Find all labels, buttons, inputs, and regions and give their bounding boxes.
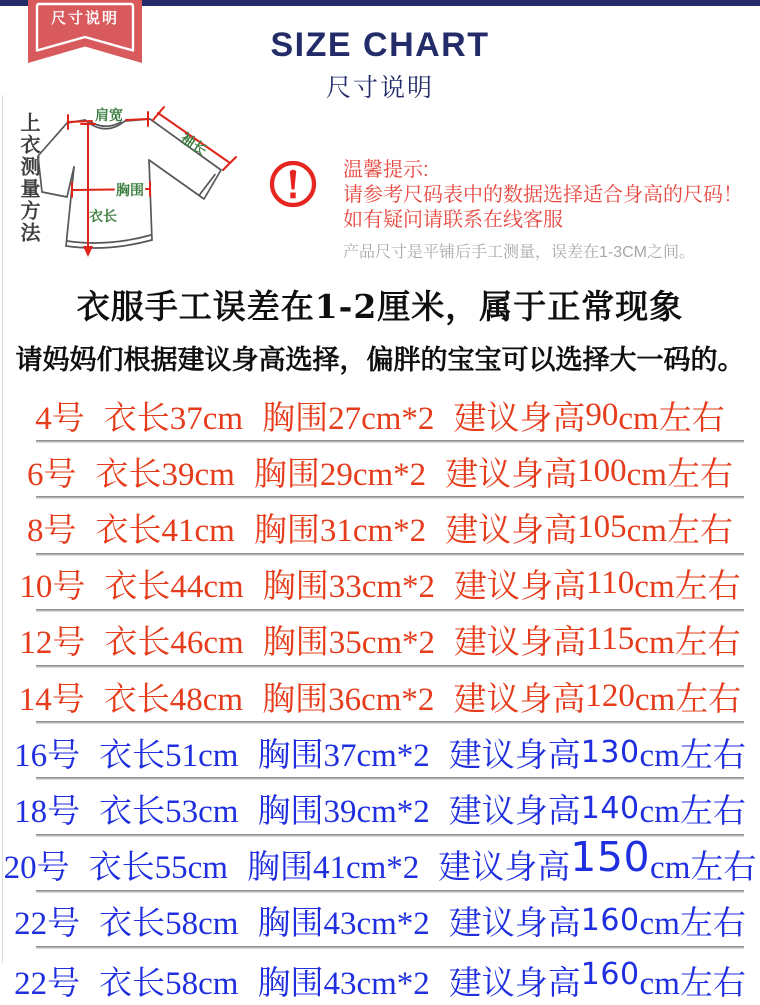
- height-unit: cm左右: [639, 965, 746, 1002]
- notice-title: 温馨提示:: [343, 159, 429, 181]
- height-unit: cm左右: [639, 906, 746, 943]
- table-row: [0, 387, 760, 443]
- advice-cell: 建议身高: [448, 737, 581, 774]
- advice-cell: 建议身高: [445, 456, 578, 493]
- height-value: 110: [586, 565, 635, 602]
- size-cell: 18号: [14, 793, 81, 830]
- table-row: [0, 499, 760, 555]
- size-cell: 8号: [27, 512, 77, 549]
- chest-cell: 胸围41cm*2: [246, 850, 420, 887]
- height-unit: cm左右: [634, 681, 742, 718]
- garment-length-label: 衣长: [89, 208, 117, 224]
- length-cell: 衣长55cm: [88, 850, 228, 887]
- table-row: [0, 443, 760, 499]
- advice-cell: 建议身高: [454, 625, 587, 662]
- ribbon-label: 尺寸说明: [50, 10, 119, 27]
- notice-line-1: 请参考尺码表中的数据选择适合身高的尺码！: [343, 184, 743, 206]
- table-row: [0, 893, 760, 949]
- advice-cell: 建议身高: [448, 965, 581, 1002]
- notice-line-2: 如有疑问请联系在线客服: [343, 209, 563, 231]
- length-cell: 衣长41cm: [95, 512, 235, 549]
- chest-cell: 胸围31cm*2: [253, 512, 427, 549]
- length-cell: 衣长39cm: [95, 456, 235, 493]
- table-row-partial: [0, 949, 760, 1005]
- height-value: 160: [580, 956, 640, 992]
- length-cell: 衣长44cm: [104, 569, 244, 606]
- height-unit: cm左右: [639, 737, 746, 774]
- length-cell: 衣长58cm: [99, 906, 239, 943]
- chest-cell: 胸围27cm*2: [262, 400, 435, 437]
- table-row: [0, 668, 760, 724]
- warm-notice-block: [266, 158, 752, 262]
- height-value: 100: [577, 452, 627, 489]
- arrowhead-icon: [83, 246, 93, 257]
- advice-cell: 建议身高: [453, 681, 586, 718]
- height-unit: cm左右: [650, 850, 757, 887]
- page-title: SIZE CHART: [270, 26, 490, 64]
- length-cell: 衣长48cm: [103, 681, 244, 718]
- headline-advice: 请妈妈们根据建议身高选择，偏胖的宝宝可以选择大一码的。: [15, 345, 745, 376]
- advice-cell: 建议身高: [448, 793, 581, 830]
- table-row: [0, 780, 760, 836]
- advice-cell: 建议身高: [453, 400, 586, 437]
- chest-cell: 胸围36cm*2: [262, 681, 435, 718]
- notice-note: 产品尺寸是平铺后手工测量，误差在1-3CM之间。: [343, 244, 696, 261]
- sleeve-length-label: 袖长: [177, 129, 211, 159]
- notice-text: [343, 158, 752, 262]
- height-unit: cm左右: [618, 400, 725, 437]
- height-value: 90: [585, 396, 619, 433]
- measure-method-label: 上衣测量方法: [17, 112, 39, 244]
- height-unit: cm左右: [634, 569, 741, 606]
- shirt-measurement-diagram: [8, 100, 264, 272]
- headline-error-range: 衣服手工误差在1-2厘米，属于正常现象: [76, 287, 684, 326]
- height-unit: cm左右: [626, 456, 733, 493]
- table-row: [0, 724, 760, 780]
- advice-cell: 建议身高: [445, 512, 578, 549]
- height-unit: cm左右: [634, 625, 741, 662]
- table-row: [0, 556, 760, 612]
- height-value: 140: [580, 790, 640, 826]
- chest-cell: 胸围37cm*2: [257, 737, 430, 774]
- chest-cell: 胸围43cm*2: [257, 906, 430, 943]
- length-cell: 衣长53cm: [99, 793, 239, 830]
- length-cell: 衣长46cm: [104, 625, 244, 662]
- height-unit: cm左右: [626, 512, 733, 549]
- chest-cell: 胸围33cm*2: [262, 569, 436, 606]
- size-cell: 14号: [18, 681, 85, 718]
- size-cell: 16号: [14, 737, 81, 774]
- advice-cell: 建议身高: [454, 569, 587, 606]
- chest-cell: 胸围35cm*2: [262, 625, 436, 662]
- height-value: 120: [585, 677, 635, 714]
- table-row: [0, 832, 760, 893]
- height-unit: cm左右: [639, 793, 746, 830]
- height-value: 150: [570, 832, 651, 881]
- chest-cell: 胸围43cm*2: [257, 965, 430, 1002]
- size-cell: 22号: [14, 906, 81, 943]
- height-value: 115: [586, 621, 635, 658]
- size-cell: 12号: [19, 625, 86, 662]
- size-cell: 6号: [27, 456, 77, 493]
- size-table: [0, 387, 760, 1002]
- height-value: 160: [580, 903, 640, 939]
- advice-cell: 建议身高: [438, 850, 571, 887]
- size-cell: 22号: [14, 965, 81, 1002]
- exclamation-circle-icon: [269, 160, 317, 208]
- chest-label: 胸围: [116, 182, 144, 198]
- chest-cell: 胸围39cm*2: [257, 793, 430, 830]
- height-value: 130: [580, 734, 640, 770]
- height-value: 105: [577, 508, 627, 545]
- table-row: [0, 612, 760, 668]
- length-cell: 衣长37cm: [103, 400, 244, 437]
- length-cell: 衣长51cm: [99, 737, 239, 774]
- size-cell: 10号: [19, 569, 86, 606]
- shoulder-width-label: 肩宽: [95, 107, 123, 123]
- size-cell: 20号: [3, 850, 70, 887]
- size-cell: 4号: [35, 400, 85, 437]
- advice-cell: 建议身高: [448, 906, 581, 943]
- page-subtitle: 尺寸说明: [325, 74, 434, 102]
- corner-ribbon: [27, 0, 143, 64]
- length-cell: 衣长58cm: [99, 965, 239, 1002]
- chest-cell: 胸围29cm*2: [253, 456, 427, 493]
